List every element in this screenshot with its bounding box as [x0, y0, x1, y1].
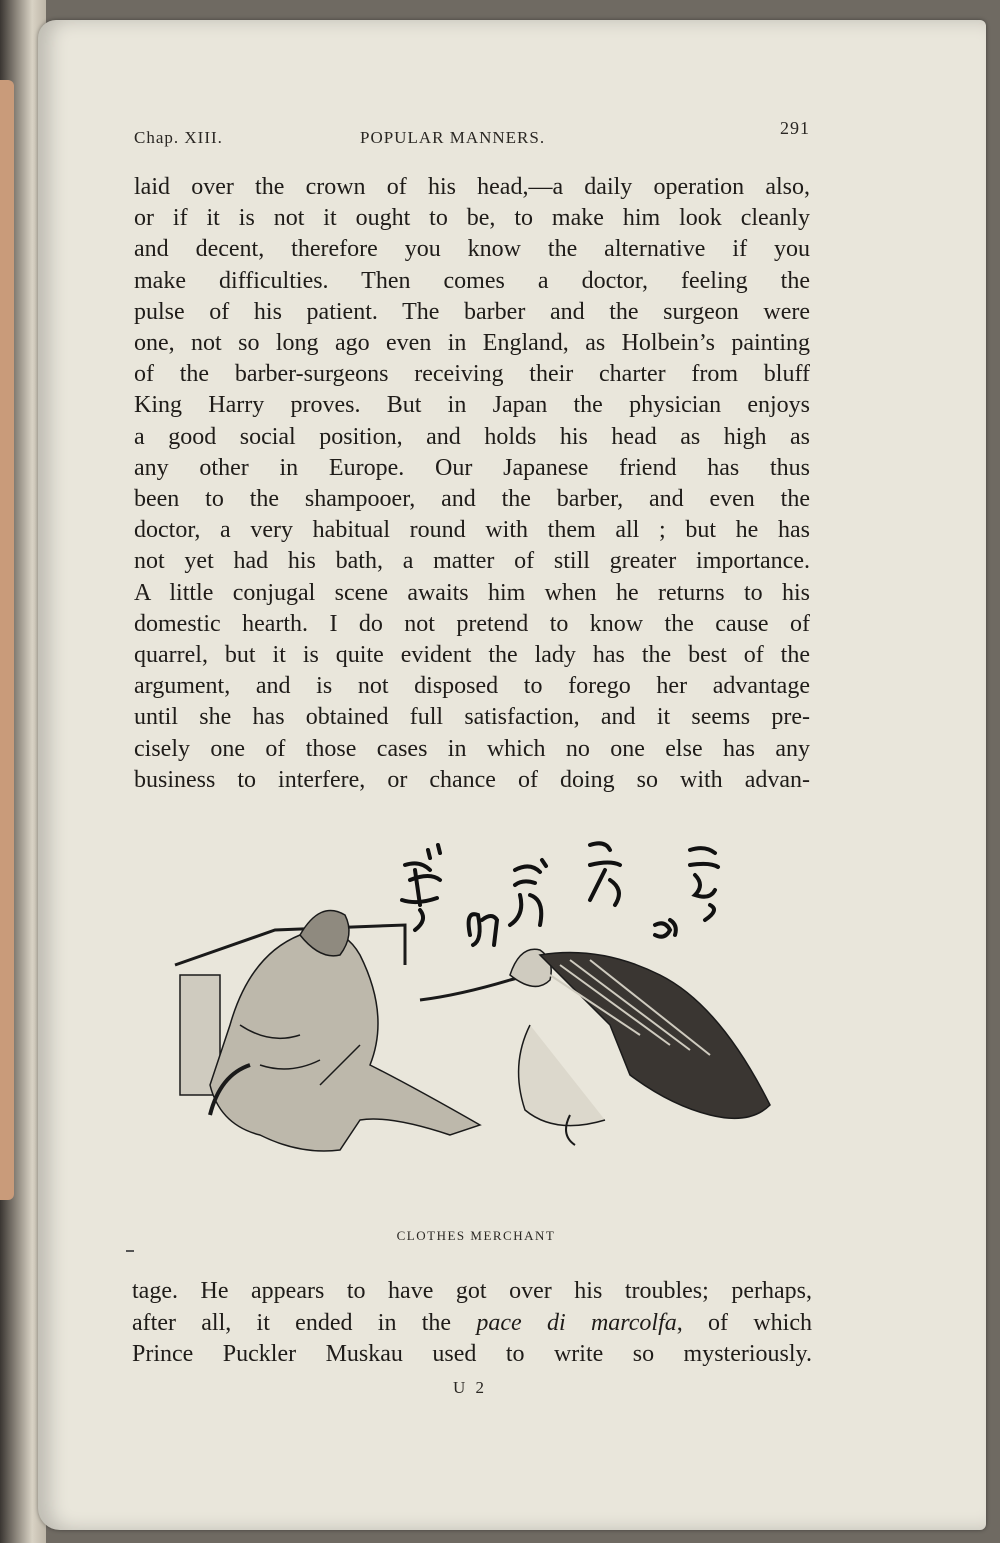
running-header	[134, 118, 810, 152]
body-line: any other in Europe. Our Japanese friend has thus	[134, 454, 810, 481]
body-line: A little conjugal scene awaits him when he returns to his	[134, 579, 810, 606]
body-line: of the barber-surgeons receiving their charter from bluff	[134, 361, 810, 388]
continuation-line	[132, 1339, 812, 1371]
italic-phrase: pace di marcolfa	[476, 1309, 677, 1336]
line-text: tage. He appears to have got over his troubles; perhaps,	[132, 1278, 812, 1304]
running-title: POPULAR MANNERS.	[360, 128, 546, 147]
line-text: , of which	[676, 1309, 812, 1336]
body-line: domestic hearth. I do not pretend to know the cause of	[134, 610, 810, 637]
body-line: argument, and is not disposed to forego her advantage	[134, 673, 810, 700]
woodcut-illustration	[170, 825, 790, 1225]
page-number: 291	[780, 118, 810, 138]
body-line: been to the shampooer, and the barber, and even the	[134, 486, 810, 513]
facing-page-edge	[0, 80, 14, 1200]
body-line: not yet had his bath, a matter of still greater importance.	[134, 548, 810, 575]
body-line: cisely one of those cases in which no one else has any	[134, 735, 810, 762]
body-line: King Harry proves. But in Japan the physician enjoys	[134, 392, 810, 419]
page-mark	[126, 1250, 134, 1252]
body-line: business to interfere, or chance of doing so with advan-	[134, 766, 810, 793]
illustration-caption: CLOTHES MERCHANT	[396, 1228, 556, 1243]
body-line: make difficulties. Then comes a doctor, feeling the	[134, 267, 810, 294]
line-text: after all, it ended in the	[132, 1309, 477, 1336]
kneeling-merchant-figure	[420, 949, 770, 1145]
japanese-calligraphy	[402, 843, 718, 945]
body-line: quarrel, but it is quite evident the lady has the best of the	[134, 642, 810, 669]
continuation-line	[132, 1308, 812, 1340]
signature-mark: U 2	[452, 1378, 488, 1397]
chapter-label: Chap. XIII.	[134, 128, 223, 147]
seated-man-figure	[175, 911, 480, 1152]
body-line: and decent, therefore you know the alternative if you	[134, 236, 810, 263]
line-text: Prince Puckler Muskau used to write so mysteriously.	[132, 1341, 812, 1367]
continuation-line	[132, 1276, 812, 1308]
body-line: or if it is not it ought to be, to make him look cleanly	[134, 205, 810, 232]
body-line: a good social position, and holds his head as high as	[134, 423, 810, 450]
body-line: laid over the crown of his head,—a daily operation also,	[134, 174, 810, 200]
body-line: pulse of his patient. The barber and the surgeon were	[134, 298, 810, 325]
body-line: until she has obtained full satisfaction, and it seems pre-	[134, 704, 810, 731]
continuation-paragraph	[132, 1276, 812, 1371]
body-line: one, not so long ago even in England, as Holbein’s painting	[134, 330, 810, 357]
body-paragraph	[134, 172, 810, 796]
body-line: doctor, a very habitual round with them all ; but he has	[134, 517, 810, 544]
